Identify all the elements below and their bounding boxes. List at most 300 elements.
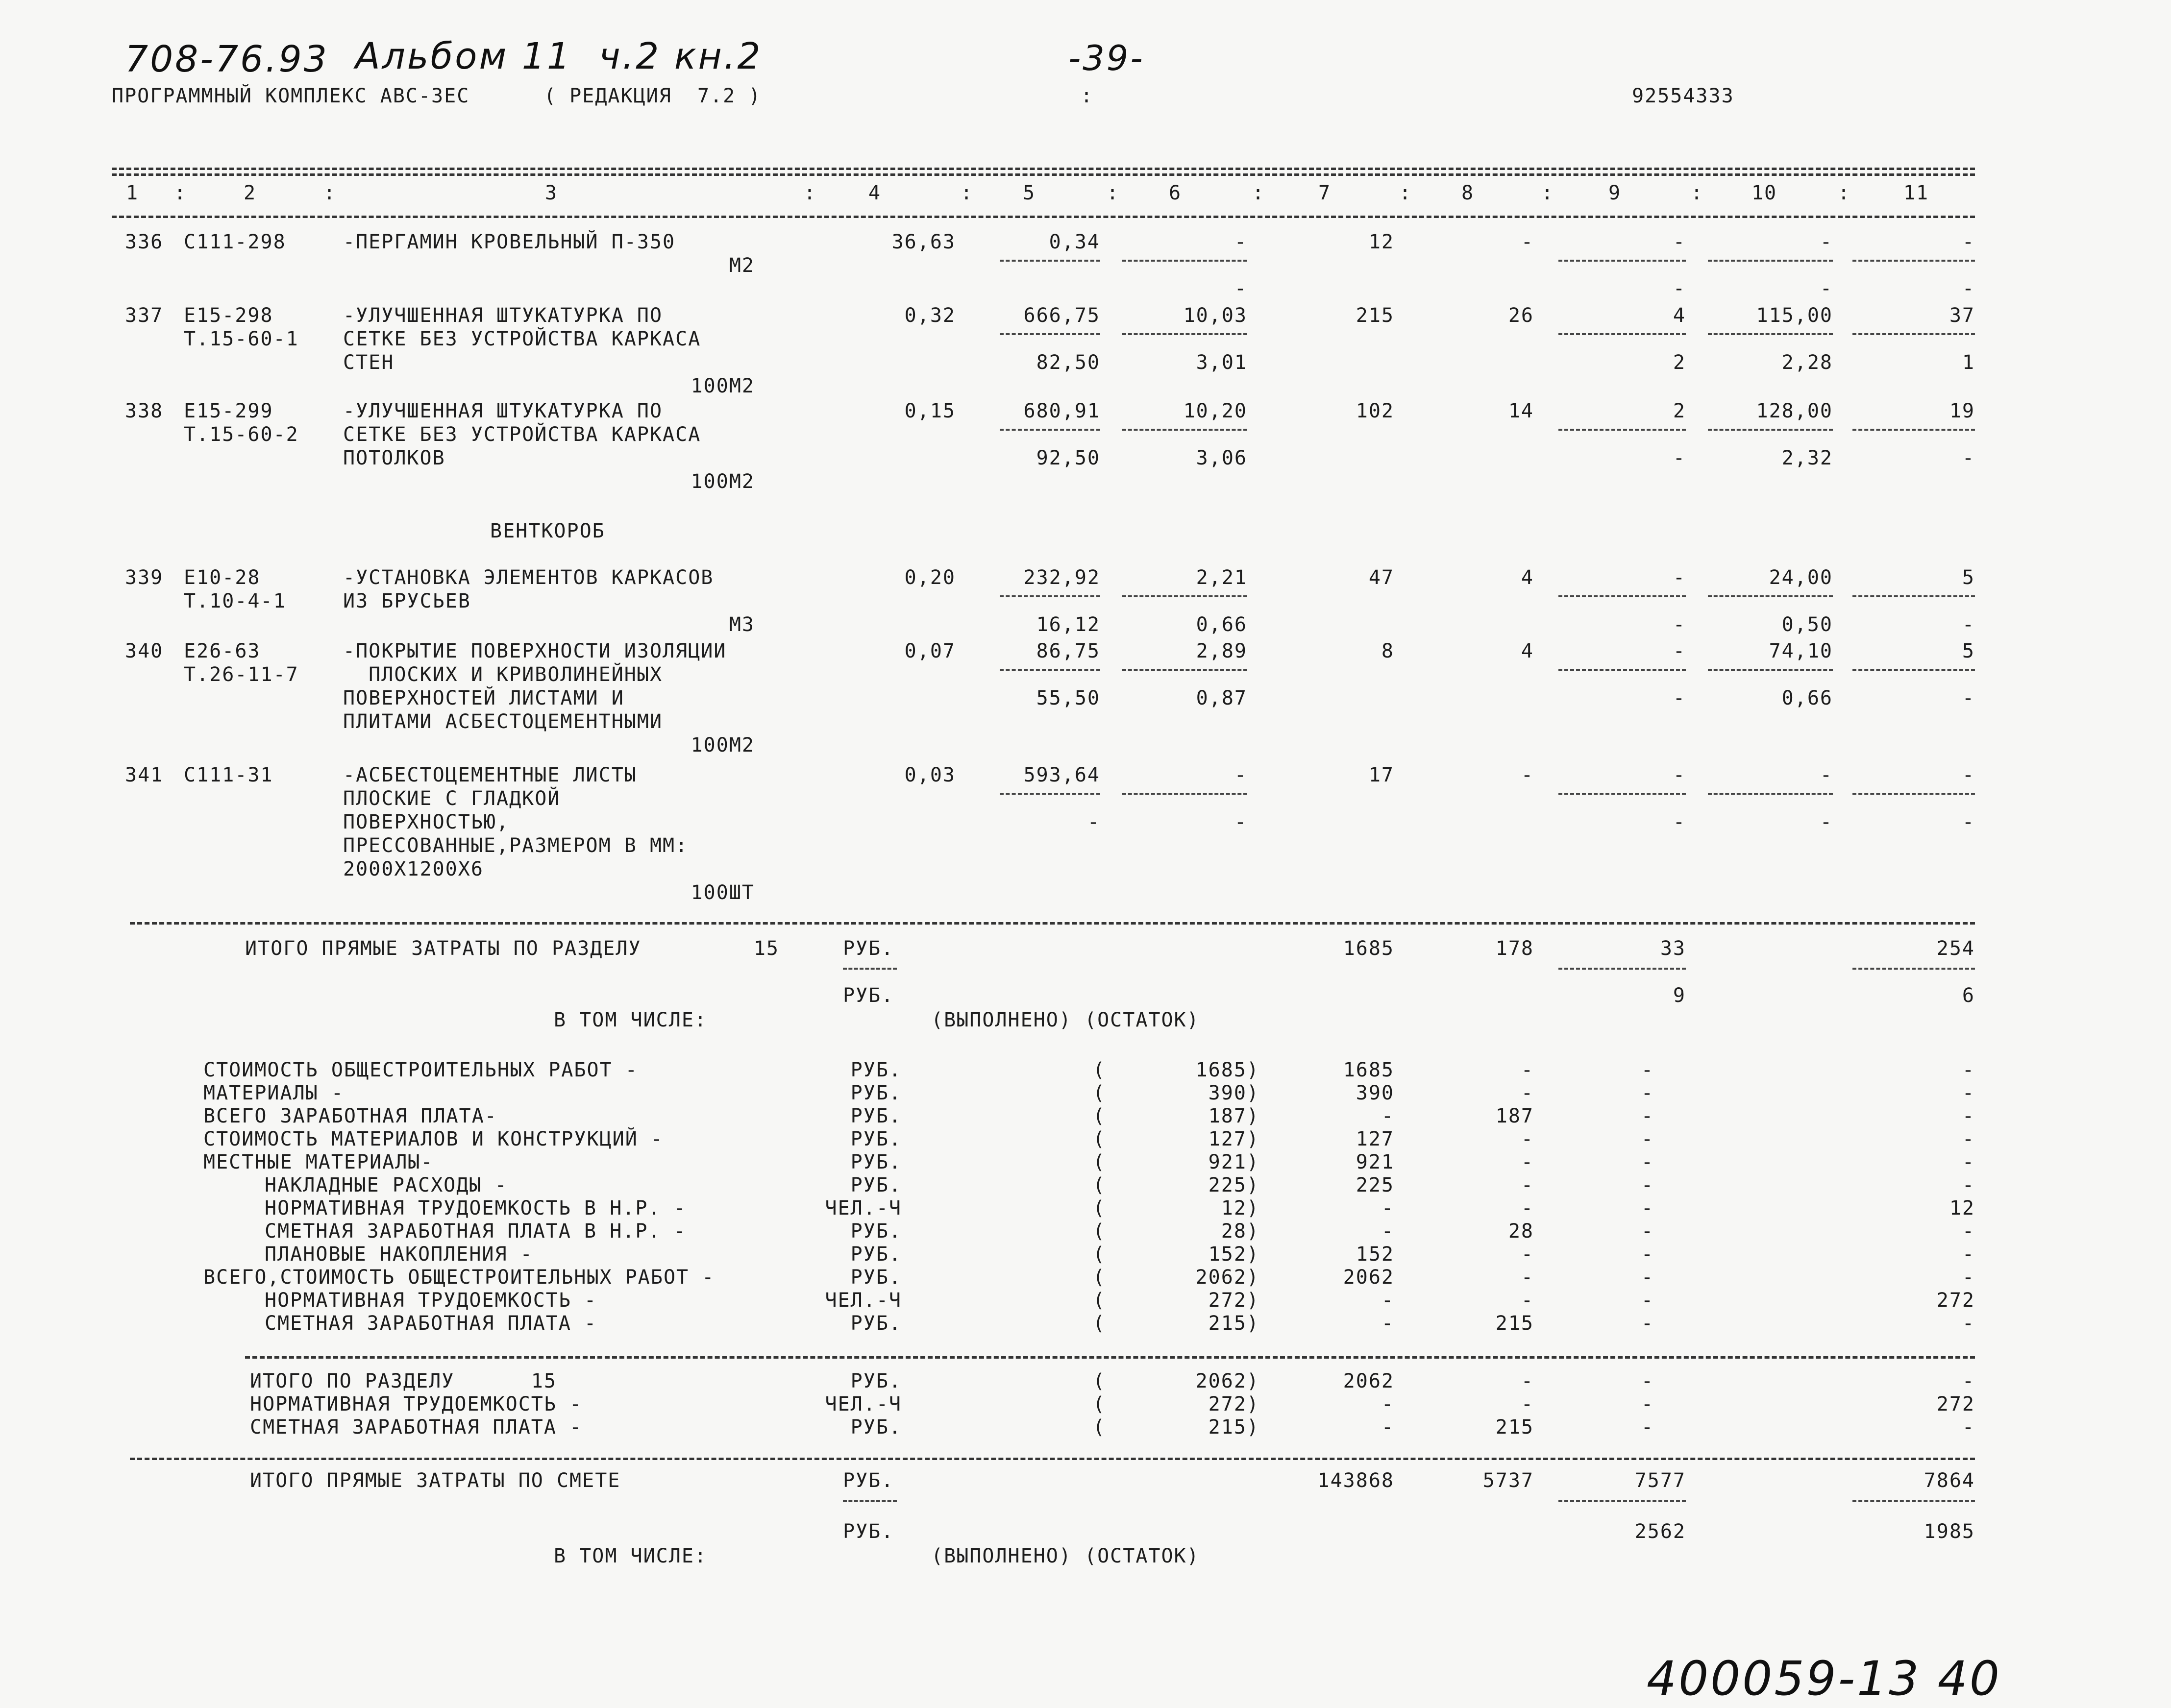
cell-c6-sub: 0,87 xyxy=(1196,687,1247,709)
cell-c10: - xyxy=(1820,764,1833,786)
cell-rule xyxy=(1708,429,1833,431)
item-code: Е26-63 xyxy=(184,640,261,662)
breakdown-c9: - xyxy=(1641,1105,1654,1127)
item-number: 339 xyxy=(125,566,164,589)
breakdown-c7: - xyxy=(1381,1289,1394,1312)
breakdown-label: НОРМАТИВНАЯ ТРУДОЕМКОСТЬ В Н.Р. - xyxy=(265,1197,687,1220)
breakdown-c11: 12 xyxy=(1949,1197,1975,1220)
column-separator: : xyxy=(1399,182,1412,204)
item-code: С111-31 xyxy=(184,764,273,786)
cell-c6: - xyxy=(1234,231,1247,253)
cell-c5-sub: 92,50 xyxy=(1036,447,1100,469)
breakdown-c9: - xyxy=(1641,1151,1654,1173)
summary-c11: - xyxy=(1962,1416,1975,1439)
breakdown-c9: - xyxy=(1641,1197,1654,1220)
cell-c5-sub: 55,50 xyxy=(1036,687,1100,709)
breakdown-c7: 2062 xyxy=(1343,1266,1394,1289)
cell-c7: 17 xyxy=(1368,764,1394,786)
breakdown-c8: 187 xyxy=(1495,1105,1534,1127)
summary-c9: - xyxy=(1641,1370,1654,1392)
breakdown-paren-value: 225) xyxy=(1208,1174,1259,1196)
summary-c7: - xyxy=(1381,1416,1394,1439)
item-description: -УЛУЧШЕННАЯ ШТУКАТУРКА ПО xyxy=(343,400,663,422)
paren-open: ( xyxy=(1093,1059,1106,1081)
breakdown-c9: - xyxy=(1641,1128,1654,1150)
item-description: -УСТАНОВКА ЭЛЕМЕНТОВ КАРКАСОВ xyxy=(343,566,714,589)
summary-c11: - xyxy=(1962,1370,1975,1392)
summary-c11: 272 xyxy=(1936,1393,1975,1415)
section-total-c9-sub: 9 xyxy=(1673,984,1686,1007)
item-description: -УЛУЧШЕННАЯ ШТУКАТУРКА ПО xyxy=(343,304,663,327)
cell-c6: 10,03 xyxy=(1183,304,1247,327)
breakdown-unit: РУБ. xyxy=(850,1059,902,1081)
item-number: 336 xyxy=(125,231,164,253)
paren-open: ( xyxy=(1093,1243,1106,1266)
cell-c4: 0,03 xyxy=(904,764,956,786)
summary-label: СМЕТНАЯ ЗАРАБОТНАЯ ПЛАТА - xyxy=(250,1416,583,1439)
column-header-2: 2 xyxy=(243,182,257,204)
cell-c4: 0,07 xyxy=(904,640,956,662)
breakdown-paren-value: 921) xyxy=(1208,1151,1259,1173)
breakdown-c9: - xyxy=(1641,1220,1654,1243)
cell-rule xyxy=(1558,260,1686,262)
cell-rule xyxy=(1558,793,1686,795)
cell-rule xyxy=(1000,793,1100,795)
breakdown-c7: 225 xyxy=(1356,1174,1394,1196)
cell-c8: 14 xyxy=(1508,400,1534,422)
cell-c4: 0,32 xyxy=(904,304,956,327)
cell-c5-sub: - xyxy=(1087,811,1100,833)
cell-rule xyxy=(1558,429,1686,431)
item-description: 2000Х1200Х6 xyxy=(343,858,484,880)
cell-c9: - xyxy=(1673,764,1686,786)
section-number: 15 xyxy=(753,937,779,960)
column-header-4: 4 xyxy=(868,182,882,204)
breakdown-label: СМЕТНАЯ ЗАРАБОТНАЯ ПЛАТА - xyxy=(265,1312,597,1335)
cell-rule xyxy=(1558,595,1686,597)
summary-unit: РУБ. xyxy=(850,1370,902,1392)
table-top-rule-2 xyxy=(112,173,1975,176)
cell-c5: 232,92 xyxy=(1023,566,1100,589)
breakdown-c11: - xyxy=(1962,1105,1975,1127)
column-header-5: 5 xyxy=(1022,182,1036,204)
item-unit: 100М2 xyxy=(691,470,755,493)
breakdown-label: СТОИМОСТЬ МАТЕРИАЛОВ И КОНСТРУКЦИЙ - xyxy=(203,1128,664,1150)
paren-open: ( xyxy=(1093,1370,1106,1392)
cell-c9-sub: - xyxy=(1673,277,1686,300)
section-total-c7: 1685 xyxy=(1343,937,1394,960)
column-separator: : xyxy=(174,182,187,204)
estimate-total-c9-sub: 2562 xyxy=(1634,1520,1686,1543)
column-separator: : xyxy=(323,182,337,204)
breakdown-c9: - xyxy=(1641,1082,1654,1104)
cell-rule xyxy=(1708,260,1833,262)
cell-rule xyxy=(1852,595,1975,597)
cell-rule xyxy=(1852,260,1975,262)
cell-c5: 0,34 xyxy=(1049,231,1100,253)
breakdown-paren-value: 12) xyxy=(1221,1197,1259,1220)
cell-c8: - xyxy=(1521,764,1534,786)
item-code: Т.26-11-7 xyxy=(184,663,299,686)
cell-c9: 2 xyxy=(1673,400,1686,422)
archive-stamp-number: 400059-13 40 xyxy=(1647,1651,2001,1706)
column-header-7: 7 xyxy=(1318,182,1332,204)
cell-c10-sub: 2,28 xyxy=(1781,351,1833,374)
summary-c8: - xyxy=(1521,1370,1534,1392)
item-description: ИЗ БРУСЬЕВ xyxy=(343,590,471,612)
breakdown-paren-value: 127) xyxy=(1208,1128,1259,1150)
summary-c9: - xyxy=(1641,1416,1654,1439)
cell-c7: 12 xyxy=(1368,231,1394,253)
summary-label: ИТОГО ПО РАЗДЕЛУ 15 xyxy=(250,1370,557,1392)
estimate-total-c7: 143868 xyxy=(1317,1469,1394,1492)
cell-c10: 128,00 xyxy=(1756,400,1833,422)
breakdown-unit: РУБ. xyxy=(850,1128,902,1150)
summary-paren-value: 215) xyxy=(1208,1416,1259,1439)
summary-c7: - xyxy=(1381,1393,1394,1415)
breakdown-unit: РУБ. xyxy=(850,1243,902,1266)
item-code: Е15-299 xyxy=(184,400,273,422)
cell-c9-sub: 2 xyxy=(1673,351,1686,374)
header-bottom-rule xyxy=(112,216,1975,218)
item-description: ПОТОЛКОВ xyxy=(343,447,445,469)
section-total-unit: РУБ. xyxy=(843,937,894,960)
cell-c11: - xyxy=(1962,764,1975,786)
breakdown-c8: - xyxy=(1521,1266,1534,1289)
section-total-c8: 178 xyxy=(1495,937,1534,960)
summary-c7: 2062 xyxy=(1343,1370,1394,1392)
unit-rule xyxy=(843,1500,897,1502)
cell-c6: 2,89 xyxy=(1196,640,1247,662)
paren-open: ( xyxy=(1093,1416,1106,1439)
breakdown-c8: - xyxy=(1521,1059,1534,1081)
cell-c6-sub: 0,66 xyxy=(1196,613,1247,636)
paren-open: ( xyxy=(1093,1082,1106,1104)
breakdown-label: МЕСТНЫЕ МАТЕРИАЛЫ- xyxy=(203,1151,434,1173)
cell-c11: 5 xyxy=(1962,640,1975,662)
cell-c9: - xyxy=(1673,640,1686,662)
cell-c4: 0,20 xyxy=(904,566,956,589)
summary-c9: - xyxy=(1641,1393,1654,1415)
estimate-total-c11-sub: 1985 xyxy=(1924,1520,1975,1543)
breakdown-c7: - xyxy=(1381,1197,1394,1220)
estimate-total-unit: РУБ. xyxy=(843,1469,894,1492)
breakdown-unit: РУБ. xyxy=(850,1105,902,1127)
program-edition: ( РЕДАКЦИЯ 7.2 ) xyxy=(544,85,762,107)
cell-c10: 24,00 xyxy=(1769,566,1833,589)
paren-open: ( xyxy=(1093,1289,1106,1312)
cell-c10-sub: - xyxy=(1820,277,1833,300)
item-unit: 100М2 xyxy=(691,375,755,397)
cell-c6: 10,20 xyxy=(1183,400,1247,422)
cell-rule xyxy=(1000,429,1100,431)
estimate-total-rule xyxy=(130,1458,1975,1460)
summary-label: НОРМАТИВНАЯ ТРУДОЕМКОСТЬ - xyxy=(250,1393,583,1415)
paren-open: ( xyxy=(1093,1105,1106,1127)
breakdown-c8: 215 xyxy=(1495,1312,1534,1335)
item-description: -ПОКРЫТИЕ ПОВЕРХНОСТИ ИЗОЛЯЦИИ xyxy=(343,640,727,662)
breakdown-paren-value: 187) xyxy=(1208,1105,1259,1127)
item-unit: М3 xyxy=(729,613,755,636)
breakdown-c11: - xyxy=(1962,1266,1975,1289)
column-header-9: 9 xyxy=(1608,182,1622,204)
cell-c11: - xyxy=(1962,231,1975,253)
breakdown-paren-value: 1685) xyxy=(1195,1059,1259,1081)
cell-c9-sub: - xyxy=(1673,447,1686,469)
cell-c6-sub: - xyxy=(1234,277,1247,300)
breakdown-c9: - xyxy=(1641,1059,1654,1081)
cell-rule xyxy=(1558,669,1686,671)
cell-rule xyxy=(1122,429,1247,431)
group-title: ВЕНТКОРОБ xyxy=(490,520,605,542)
cell-c8: 4 xyxy=(1521,566,1534,589)
breakdown-paren-value: 390) xyxy=(1208,1082,1259,1104)
estimate-total-unit-2: РУБ. xyxy=(843,1520,894,1543)
cell-rule xyxy=(1708,595,1833,597)
cell-c4: 0,15 xyxy=(904,400,956,422)
breakdown-label: ВСЕГО,СТОИМОСТЬ ОБЩЕСТРОИТЕЛЬНЫХ РАБОТ - xyxy=(203,1266,715,1289)
summary-paren-value: 272) xyxy=(1208,1393,1259,1415)
breakdown-c11: - xyxy=(1962,1128,1975,1150)
item-description: СЕТКЕ БЕЗ УСТРОЙСТВА КАРКАСА xyxy=(343,423,701,446)
cell-rule xyxy=(1122,595,1247,597)
cell-rule xyxy=(1122,793,1247,795)
cell-c11-sub: - xyxy=(1962,277,1975,300)
item-description: -АСБЕСТОЦЕМЕНТНЫЕ ЛИСТЫ xyxy=(343,764,637,786)
breakdown-c11: - xyxy=(1962,1243,1975,1266)
breakdown-paren-value: 215) xyxy=(1208,1312,1259,1335)
item-number: 337 xyxy=(125,304,164,327)
cell-c8: - xyxy=(1521,231,1534,253)
cell-rule xyxy=(1852,968,1975,970)
section-total-rule xyxy=(130,922,1975,925)
estimate-total-label: ИТОГО ПРЯМЫЕ ЗАТРАТЫ ПО СМЕТЕ xyxy=(250,1469,621,1492)
breakdown-c8: - xyxy=(1521,1289,1534,1312)
column-separator: : xyxy=(804,182,817,204)
breakdown-c9: - xyxy=(1641,1312,1654,1335)
breakdown-c8: - xyxy=(1521,1243,1534,1266)
breakdown-c11: - xyxy=(1962,1082,1975,1104)
cell-c10-sub: - xyxy=(1820,811,1833,833)
item-description: СТЕН xyxy=(343,351,395,374)
item-number: 341 xyxy=(125,764,164,786)
breakdown-c9: - xyxy=(1641,1266,1654,1289)
item-code: Т.15-60-1 xyxy=(184,328,299,350)
item-unit: 100ШТ xyxy=(691,881,755,904)
item-description: ПЛИТАМИ АСБЕСТОЦЕМЕНТНЫМИ xyxy=(343,710,663,733)
breakdown-c7: 127 xyxy=(1356,1128,1394,1150)
cell-c11: 37 xyxy=(1949,304,1975,327)
estimate-total-c11: 7864 xyxy=(1924,1469,1975,1492)
cell-c11-sub: - xyxy=(1962,811,1975,833)
column-separator: : xyxy=(1252,182,1265,204)
cell-c11: 19 xyxy=(1949,400,1975,422)
section-total-label: ИТОГО ПРЯМЫЕ ЗАТРАТЫ ПО РАЗДЕЛУ xyxy=(245,937,641,960)
breakdown-c8: - xyxy=(1521,1128,1534,1150)
breakdown-c9: - xyxy=(1641,1174,1654,1196)
doc-code-handwritten: 708-76.93 xyxy=(125,38,329,80)
table-top-rule xyxy=(112,168,1975,170)
column-header-11: 11 xyxy=(1903,182,1929,204)
item-code: Т.10-4-1 xyxy=(184,590,286,612)
breakdown-c11: - xyxy=(1962,1220,1975,1243)
item-description: ПОВЕРХНОСТЕЙ ЛИСТАМИ И xyxy=(343,687,624,709)
cell-rule xyxy=(1708,793,1833,795)
paren-open: ( xyxy=(1093,1174,1106,1196)
section-total-c11-sub: 6 xyxy=(1962,984,1975,1007)
cell-c5: 666,75 xyxy=(1023,304,1100,327)
breakdown-label: НАКЛАДНЫЕ РАСХОДЫ - xyxy=(265,1174,508,1196)
estimate-total-c9: 7577 xyxy=(1634,1469,1686,1492)
item-code: Е10-28 xyxy=(184,566,261,589)
breakdown-unit: РУБ. xyxy=(850,1151,902,1173)
section-total-c11: 254 xyxy=(1936,937,1975,960)
cell-rule xyxy=(1708,333,1833,335)
cell-rule xyxy=(1000,669,1100,671)
estimate-done-remainder-header: (ВЫПОЛНЕНО) (ОСТАТОК) xyxy=(931,1545,1200,1567)
cell-c10: - xyxy=(1820,231,1833,253)
breakdown-label: ПЛАНОВЫЕ НАКОПЛЕНИЯ - xyxy=(265,1243,533,1266)
page-number: -39- xyxy=(1068,38,1145,78)
cell-c7: 102 xyxy=(1356,400,1394,422)
cell-c9-sub: - xyxy=(1673,613,1686,636)
cell-rule xyxy=(1852,429,1975,431)
cell-rule xyxy=(1000,595,1100,597)
breakdown-label: СМЕТНАЯ ЗАРАБОТНАЯ ПЛАТА В Н.Р. - xyxy=(265,1220,687,1243)
done-remainder-header: (ВЫПОЛНЕНО) (ОСТАТОК) xyxy=(931,1009,1200,1031)
item-code: Т.15-60-2 xyxy=(184,423,299,446)
breakdown-c7: 152 xyxy=(1356,1243,1394,1266)
cell-c4: 36,63 xyxy=(891,231,956,253)
cell-c10-sub: 0,50 xyxy=(1781,613,1833,636)
breakdown-paren-value: 28) xyxy=(1221,1220,1259,1243)
cell-c9: - xyxy=(1673,231,1686,253)
estimate-total-c8: 5737 xyxy=(1482,1469,1534,1492)
item-description: ПЛОСКИХ И КРИВОЛИНЕЙНЫХ xyxy=(343,663,663,686)
summary-c8: 215 xyxy=(1495,1416,1534,1439)
item-description: -ПЕРГАМИН КРОВЕЛЬНЫЙ П-350 xyxy=(343,231,676,253)
cell-c6-sub: 3,06 xyxy=(1196,447,1247,469)
column-header-3: 3 xyxy=(544,182,558,204)
cell-c8: 4 xyxy=(1521,640,1534,662)
cell-rule xyxy=(1122,333,1247,335)
section-total-unit-2: РУБ. xyxy=(843,984,894,1007)
cell-rule xyxy=(1852,669,1975,671)
item-description: ПРЕССОВАННЫЕ,РАЗМЕРОМ В ММ: xyxy=(343,834,689,857)
paren-open: ( xyxy=(1093,1220,1106,1243)
cell-rule xyxy=(1558,333,1686,335)
cell-rule xyxy=(1122,260,1247,262)
summary-c8: - xyxy=(1521,1393,1534,1415)
cell-c11-sub: - xyxy=(1962,447,1975,469)
breakdown-c11: 272 xyxy=(1936,1289,1975,1312)
column-separator: : xyxy=(1838,182,1851,204)
cell-c10-sub: 0,66 xyxy=(1781,687,1833,709)
cell-c9: 4 xyxy=(1673,304,1686,327)
breakdown-c9: - xyxy=(1641,1243,1654,1266)
summary-paren-value: 2062) xyxy=(1195,1370,1259,1392)
cell-c7: 47 xyxy=(1368,566,1394,589)
paren-open: ( xyxy=(1093,1197,1106,1220)
cell-c6: - xyxy=(1234,764,1247,786)
breakdown-unit: РУБ. xyxy=(850,1082,902,1104)
breakdown-paren-value: 272) xyxy=(1208,1289,1259,1312)
item-unit: 100М2 xyxy=(691,734,755,756)
column-header-8: 8 xyxy=(1461,182,1475,204)
cell-c9-sub: - xyxy=(1673,687,1686,709)
cell-rule xyxy=(1558,1500,1686,1502)
cell-rule xyxy=(1000,260,1100,262)
column-header-6: 6 xyxy=(1168,182,1182,204)
program-name: ПРОГРАММНЫЙ КОМПЛЕКС АВС-3ЕС xyxy=(112,85,470,107)
breakdown-c8: - xyxy=(1521,1151,1534,1173)
column-separator: : xyxy=(1107,182,1120,204)
cell-c10: 74,10 xyxy=(1769,640,1833,662)
item-description: СЕТКЕ БЕЗ УСТРОЙСТВА КАРКАСА xyxy=(343,328,701,350)
cell-c5: 86,75 xyxy=(1036,640,1100,662)
cell-c6: 2,21 xyxy=(1196,566,1247,589)
cell-rule xyxy=(1708,669,1833,671)
cell-c11-sub: - xyxy=(1962,687,1975,709)
breakdown-c8: - xyxy=(1521,1197,1534,1220)
cell-rule xyxy=(1558,968,1686,970)
breakdown-c11: - xyxy=(1962,1059,1975,1081)
cell-rule xyxy=(1852,793,1975,795)
summary-unit: ЧЕЛ.-Ч xyxy=(825,1393,902,1415)
section-total-c9: 33 xyxy=(1660,937,1686,960)
cell-rule xyxy=(1000,333,1100,335)
item-description: ПЛОСКИЕ С ГЛАДКОЙ xyxy=(343,787,561,810)
item-unit: М2 xyxy=(729,254,755,277)
summary-rule xyxy=(245,1356,1975,1359)
paren-open: ( xyxy=(1093,1128,1106,1150)
unit-rule xyxy=(843,968,897,970)
breakdown-label: МАТЕРИАЛЫ - xyxy=(203,1082,344,1104)
column-separator: : xyxy=(1541,182,1554,204)
column-header-10: 10 xyxy=(1751,182,1777,204)
cell-c9-sub: - xyxy=(1673,811,1686,833)
breakdown-c8: - xyxy=(1521,1082,1534,1104)
cell-c7: 215 xyxy=(1356,304,1394,327)
breakdown-c11: - xyxy=(1962,1151,1975,1173)
breakdown-unit: РУБ. xyxy=(850,1312,902,1335)
breakdown-unit: ЧЕЛ.-Ч xyxy=(825,1289,902,1312)
breakdown-label: НОРМАТИВНАЯ ТРУДОЕМКОСТЬ - xyxy=(265,1289,597,1312)
cell-rule xyxy=(1122,669,1247,671)
column-header-1: 1 xyxy=(125,182,139,204)
item-number: 338 xyxy=(125,400,164,422)
breakdown-unit: РУБ. xyxy=(850,1266,902,1289)
document-code: 92554333 xyxy=(1632,85,1734,107)
item-code: С111-298 xyxy=(184,231,286,253)
paren-open: ( xyxy=(1093,1266,1106,1289)
paren-open: ( xyxy=(1093,1151,1106,1173)
column-separator: : xyxy=(1691,182,1704,204)
cell-rule xyxy=(1852,1500,1975,1502)
breakdown-label: СТОИМОСТЬ ОБЩЕСТРОИТЕЛЬНЫХ РАБОТ - xyxy=(203,1059,638,1081)
breakdown-c11: - xyxy=(1962,1312,1975,1335)
breakdown-paren-value: 152) xyxy=(1208,1243,1259,1266)
breakdown-c7: - xyxy=(1381,1105,1394,1127)
breakdown-unit: ЧЕЛ.-Ч xyxy=(825,1197,902,1220)
cell-c11-sub: 1 xyxy=(1962,351,1975,374)
breakdown-c9: - xyxy=(1641,1289,1654,1312)
header-colon: : xyxy=(1081,85,1094,107)
breakdown-c8: 28 xyxy=(1508,1220,1534,1243)
breakdown-unit: РУБ. xyxy=(850,1174,902,1196)
cell-c5: 593,64 xyxy=(1023,764,1100,786)
breakdown-c7: 1685 xyxy=(1343,1059,1394,1081)
